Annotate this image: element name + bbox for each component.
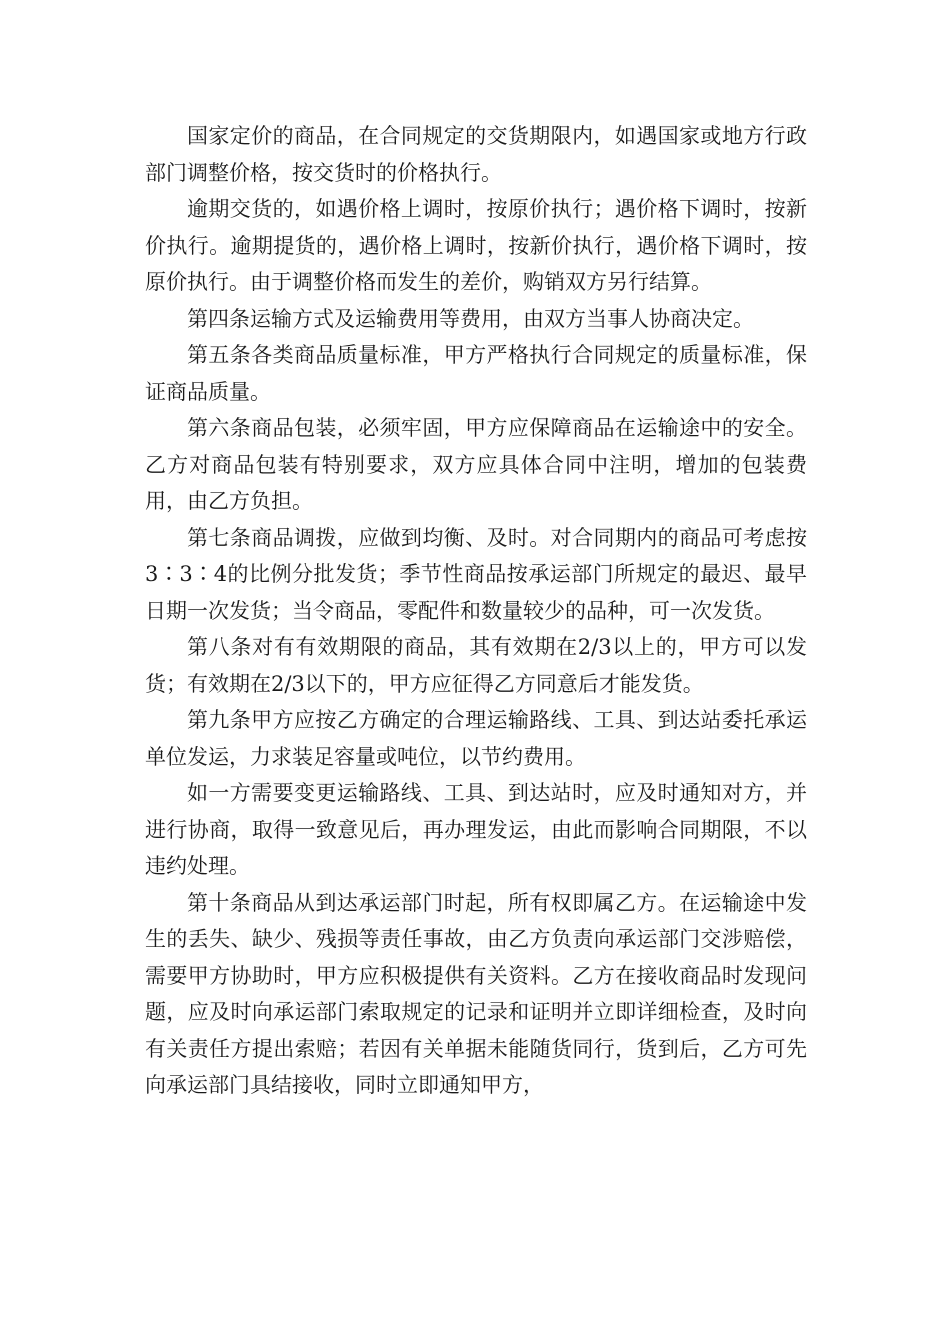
paragraph-route-change: 如一方需要变更运输路线、工具、到达站时，应及时通知对方，并进行协商，取得一致意见后，再办理发运，由此而影响合同期限，不以违约处理。 (145, 781, 807, 878)
paragraph-article-6: 第六条商品包装，必须牢固，甲方应保障商品在运输途中的安全。乙方对商品包装有特别要求，双方应具体合同中注明，增加的包装费用，由乙方负担。 (145, 416, 807, 513)
paragraph-price-adjustment: 国家定价的商品，在合同规定的交货期限内，如遇国家或地方行政部门调整价格，按交货时的价格执行。 (145, 124, 807, 185)
contract-body (145, 118, 807, 1104)
paragraph-overdue-delivery: 逾期交货的，如遇价格上调时，按原价执行；遇价格下调时，按新价执行。逾期提货的，遇价格上调时，按新价执行，遇价格下调时，按原价执行。由于调整价格而发生的差价，购销双方另行结算。 (145, 197, 807, 294)
paragraph-article-8: 第八条对有有效期限的商品，其有效期在2/3以上的，甲方可以发货；有效期在2/3以下的，甲方应征得乙方同意后才能发货。 (145, 635, 807, 696)
paragraph-article-10: 第十条商品从到达承运部门时起，所有权即属乙方。在运输途中发生的丢失、缺少、残损等责任事故，由乙方负责向承运部门交涉赔偿，需要甲方协助时，甲方应积极提供有关资料。乙方在接收商品时发现问题，应及时向承运部门索取规定的记录和证明并立即详细检查，及时向有关责任方提出索赔；若因有关单据未能随货同行，货到后，乙方可先向承运部门具结接收，同时立即通知甲方， (145, 890, 807, 1097)
paragraph-article-4: 第四条运输方式及运输费用等费用，由双方当事人协商决定。 (187, 306, 754, 331)
paragraph-article-9: 第九条甲方应按乙方确定的合理运输路线、工具、到达站委托承运单位发运，力求装足容量或吨位，以节约费用。 (145, 708, 807, 769)
paragraph-article-7: 第七条商品调拨，应做到均衡、及时。对合同期内的商品可考虑按3∶3∶4的比例分批发货；季节性商品按承运部门所规定的最迟、最早日期一次发货；当令商品，零配件和数量较少的品种，可一次发货。 (145, 525, 807, 623)
paragraph-article-5: 第五条各类商品质量标准，甲方严格执行合同规定的质量标准，保证商品质量。 (145, 343, 807, 404)
